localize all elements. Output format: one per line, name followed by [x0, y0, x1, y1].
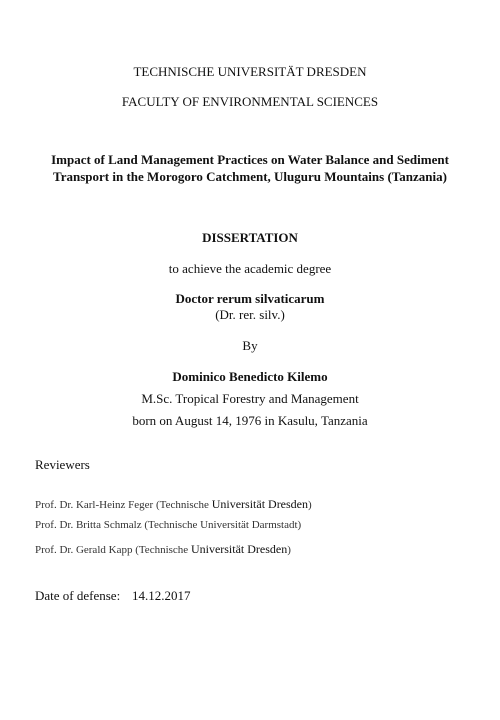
reviewer-2 — [35, 520, 301, 531]
reviewer-university: Universität Dresden — [211, 497, 309, 511]
author-name: Dominico Benedicto Kilemo — [172, 369, 328, 384]
title-line-1: Impact of Land Management Practices on Water Balance and Sediment — [51, 152, 449, 167]
dissertation-title — [20, 151, 480, 185]
title-line-2: Transport in the Morogoro Catchment, Uluguru Mountains (Tanzania) — [53, 169, 447, 184]
defense-date: 14.12.2017 — [132, 588, 191, 603]
reviewer-name: Prof. Dr. Britta Schmalz (Technische Universität Darmstadt) — [35, 519, 302, 531]
university-name: TECHNISCHE UNIVERSITÄT DRESDEN — [133, 64, 367, 79]
by-label: By — [242, 338, 258, 353]
author-qualification: M.Sc. Tropical Forestry and Management — [141, 391, 359, 406]
reviewer-close: ) — [308, 499, 312, 511]
author-birth: born on August 14, 1976 in Kasulu, Tanzania — [132, 413, 368, 428]
document-type: DISSERTATION — [202, 230, 298, 245]
reviewer-name: Prof. Dr. Karl-Heinz Feger (Technische — [35, 499, 212, 511]
reviewer-name: Prof. Dr. Gerald Kapp (Technische — [35, 544, 191, 556]
reviewer-3 — [35, 543, 291, 556]
reviewer-university: Universität Dresden — [190, 542, 288, 556]
degree-purpose: to achieve the academic degree — [168, 261, 332, 276]
reviewer-1 — [35, 498, 312, 511]
reviewer-close: ) — [287, 544, 291, 556]
defense-label: Date of defense: — [35, 588, 121, 603]
faculty-name: FACULTY OF ENVIRONMENTAL SCIENCES — [121, 94, 379, 109]
reviewers-heading: Reviewers — [35, 457, 90, 472]
degree-name: Doctor rerum silvaticarum — [175, 291, 325, 306]
degree-abbreviation: (Dr. rer. silv.) — [215, 307, 285, 322]
